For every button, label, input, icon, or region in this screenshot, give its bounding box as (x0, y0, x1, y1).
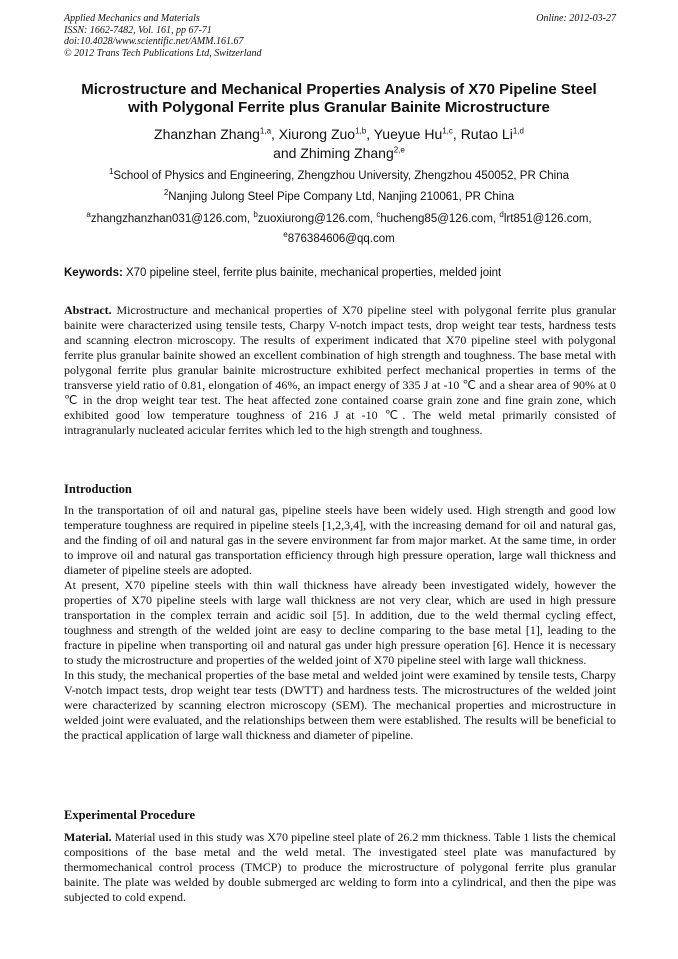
material-text: Material used in this study was X70 pipeline steel plate of 26.2 mm thickness. Table 1 lists the chemical compositions of the base metal and the weld metal. The investigated steel plate was manufactured by thermomechanical control process (TMCP) to produce the microstructure of polygonal ferrite plus granular bainite. The plate was welded by double submerged arc welding to form into a cylindrical, and then the pipe was subjected to cold expend. (64, 830, 616, 904)
material-label: Material. (64, 830, 112, 844)
email-link[interactable]: lrt851@126.com, (503, 213, 592, 225)
author-affiliation-mark: 1,a (259, 126, 272, 136)
abstract-label: Abstract. (64, 303, 112, 317)
section-heading-introduction: Introduction (64, 482, 132, 496)
author-affiliation-mark: 1,d (512, 126, 524, 136)
keywords-label: Keywords: (64, 267, 123, 279)
title-line-2: with Polygonal Ferrite plus Granular Bainite Microstructure (128, 99, 550, 116)
email-link[interactable]: zhangzhanzhan031@126.com, (90, 213, 251, 225)
email-mark: d (499, 210, 504, 220)
author-affiliation-mark: 1,b (355, 126, 367, 136)
author-name: Yueyue Hu (373, 126, 443, 142)
author-affiliation-mark: 1,c (442, 126, 453, 136)
journal-issn: ISSN: 1662-7482, Vol. 161, pp 67-71 (64, 24, 212, 36)
introduction-body (64, 503, 616, 743)
paragraph: In this study, the mechanical properties of the base metal and welded joint were examined by tensile tests, Charpy V-notch impact tests, drop weight tear tests (DWTT) and hardness tests. The microstructures of the welded joint were characterized by scanning electron microscopy (SEM). The mechanical properties and microstructure in welded joint were evaluated, and the relationships between them were established. The results will be beneficial to the practical application of large wall thickness and diameter of pipeline. (64, 668, 616, 742)
journal-copyright: © 2012 Trans Tech Publications Ltd, Switzerland (64, 47, 262, 59)
section-heading-experimental: Experimental Procedure (64, 808, 196, 822)
author-and: and (273, 144, 297, 161)
paper-title (40, 81, 638, 117)
email-mark: c (376, 210, 381, 220)
author-list: Zhanzhan Zhang$^{1,a}$, Xiurong Zuo$^{1,b}$, Yueyue Hu$^{1,c}$, Rutao Li$^{1,d}$ and Zhiming Zhang$^{2,e}$ (154, 126, 524, 161)
author-emails (40, 209, 638, 249)
affiliation-mark: 2 (163, 188, 169, 198)
affiliation-1 (40, 169, 638, 183)
email-mark: b (253, 210, 258, 220)
keywords (64, 266, 616, 280)
author-name: Rutao Li (460, 126, 513, 142)
email-link[interactable]: hucheng85@126.com, (380, 213, 497, 225)
experimental-body (64, 830, 616, 905)
affiliation-text: School of Physics and Engineering, Zhengzhou University, Zhengzhou 450052, PR China (113, 170, 570, 182)
journal-doi: doi:10.4028/www.scientific.net/AMM.161.67 (64, 36, 244, 47)
email-mark: e (283, 230, 288, 240)
author-name: Zhanzhan Zhang (154, 126, 260, 142)
affiliation-text: Nanjing Julong Steel Pipe Company Ltd, Nanjing 210061, PR China (168, 191, 515, 203)
abstract (64, 303, 616, 438)
paragraph: In the transportation of oil and natural gas, pipeline steels have been widely used. High strength and good low temperature toughness are required in pipeline steels [1,2,3,4], with the increasing demand for oil and natural gas, and the finding of oil and natural gas in the severe environment far from major market. At the same time, in order to improve oil and natural gas transportation efficiency through high pressure operation, large wall thickness and diameter of pipeline steels are adopted. (64, 503, 616, 577)
online-date: Online: 2012-03-27 (536, 13, 616, 24)
author-affiliation-mark: 2,e (393, 144, 405, 154)
title-line-1: Microstructure and Mechanical Properties Analysis of X70 Pipeline Steel (81, 81, 597, 98)
keywords-text: X70 pipeline steel, ferrite plus bainite, mechanical properties, melded joint (122, 267, 502, 279)
email-link[interactable]: zuoxiurong@126.com, (257, 213, 374, 225)
affiliation-2 (40, 190, 638, 204)
email-link[interactable]: 876384606@qq.com (287, 233, 395, 245)
journal-name: Applied Mechanics and Materials (64, 13, 200, 24)
journal-header (64, 13, 616, 59)
abstract-text: Microstructure and mechanical properties of X70 pipeline steel with polygonal ferrite plus granular bainite were characterized using tensile tests, Charpy V-notch impact tests, drop weight tear tests, hardness tests and scanning electron microscopy. The results of experiment indicated that X70 pipeline steel with polygonal ferrite plus granular bainite showed an excellent combination of high strength and toughness. The base metal with polygonal ferrite plus granular bainite microstructure exhibited perfect mechanical properties in terms of the transverse yield ratio of 0.81, elongation of 46%, an impact energy of 335 J at -10 ℃ and a shear area of 90% at 0 ℃ in the drop weight tear test. The heat affected zone contained coarse grain zone and fine grain zone, which exhibited good low temperature toughness of 216 J at -10 ℃. The weld metal primarily consisted of intragranularly nucleated acicular ferrites which led to the high strength and toughness. (64, 303, 616, 437)
paragraph: At present, X70 pipeline steels with thin wall thickness have already been investigated widely, however the properties of X70 pipeline steels with large wall thickness are not very clear, which are used in high pressure transportation in the complex terrain and acidic soil [5]. In addition, due to the weld thermal cycling effect, toughness and strength of the welded joint are easy to decline comparing to the base metal [1], leading to the fracture in pipeline when transporting oil and natural gas under high pressure operation [6]. Hence it is necessary to study the microstructure and properties of the welded joint of X70 pipeline steel with large wall thickness. (64, 578, 616, 667)
author-name: Zhiming Zhang (300, 144, 394, 161)
email-mark: a (86, 210, 91, 220)
author-name: Xiurong Zuo (278, 126, 356, 142)
affiliation-mark: 1 (108, 167, 114, 177)
